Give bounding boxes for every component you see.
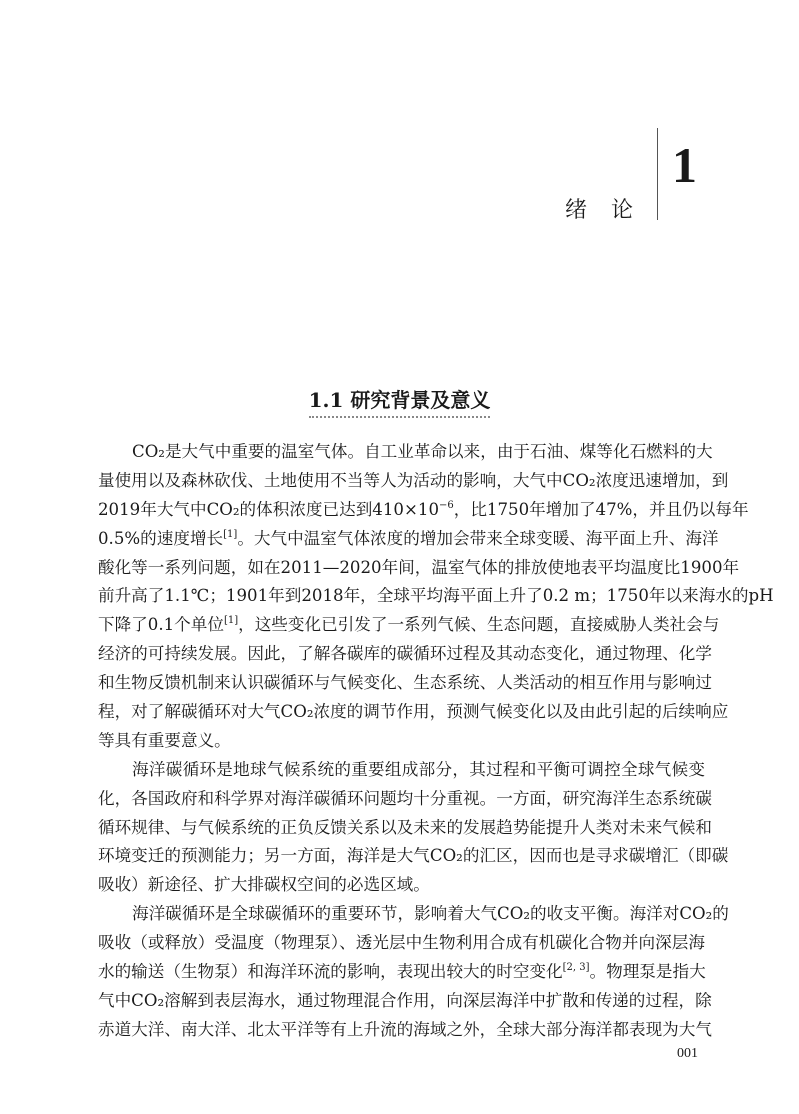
chapter-title: 绪论: [565, 198, 658, 223]
text-run: 吸收）新途径、扩大排碳权空间的必选区域。: [98, 875, 430, 895]
text-line: [98, 467, 729, 496]
text-run: 等具有重要意义。: [98, 730, 231, 750]
text-run: 循环规律、与气候系统的正负反馈关系以及未来的发展趋势能提升人类对未来气候和: [98, 817, 712, 837]
text-line: [98, 669, 712, 698]
text-run: 和生物反馈机制来认识碳循环与气候变化、生态系统、人类活动的相互作用与影响过: [98, 673, 712, 693]
paragraph: [98, 756, 729, 900]
paragraph: [98, 900, 729, 1044]
citation: [1]: [223, 615, 239, 627]
text-run: 吸收（或释放）受温度（物理泵）、透光层中生物利用合成有机碳化合物并向深层海: [98, 933, 705, 953]
text-run: 经济的可持续发展。因此，了解各碳库的碳循环过程及其动态变化，通过物理、化学: [98, 644, 712, 664]
text-run: 环境变迁的预测能力；另一方面，海洋是大气CO₂的汇区，因而也是寻求碳增汇（即碳: [98, 846, 729, 866]
paragraph: [98, 438, 774, 756]
text-line: [98, 640, 712, 669]
text-run: 酸化等一系列问题，如在2011—2020年间，温室气体的排放使地表平均温度比1900年: [98, 557, 740, 577]
text-line: [98, 611, 720, 640]
text-line: [98, 582, 774, 611]
text-run: 气中CO₂溶解到表层海水，通过物理混合作用，向深层海洋中扩散和传递的过程，除: [98, 990, 712, 1010]
text-line: [98, 785, 712, 814]
text-line: [98, 1016, 712, 1045]
text-line: [98, 554, 740, 583]
text-run: CO₂是大气中重要的温室气体。自工业革命以来，由于石油、煤等化石燃料的大: [132, 442, 713, 461]
text-line: [98, 814, 712, 843]
chapter-divider-line: [657, 128, 658, 220]
text-run: 2019年大气中CO₂的体积浓度已达到410×10: [98, 499, 439, 519]
body-text: [98, 438, 774, 1045]
text-run: 前升高了1.1℃；1901年到2018年，全球平均海平面上升了0.2 m；1750年以来海水的pH: [98, 586, 774, 606]
citation: −6: [439, 499, 454, 511]
text-run: 。大气中温室气体浓度的增加会带来全球变暖、海平面上升、海洋: [237, 528, 719, 548]
text-run: 下降了0.1个单位: [98, 615, 224, 635]
text-run: 水的输送（生物泵）和海洋环流的影响，表现出较大的时空变化: [98, 962, 563, 982]
text-line: [98, 958, 705, 987]
text-line: [98, 987, 712, 1016]
text-line: [98, 756, 705, 785]
text-run: ，比1750年增加了47%，并且仍以每年: [453, 499, 749, 519]
text-run: 海洋碳循环是地球气候系统的重要组成部分，其过程和平衡可调控全球气候变: [132, 759, 705, 779]
text-line: [98, 842, 729, 871]
text-run: 赤道大洋、南大洋、北太平洋等有上升流的海域之外，全球大部分海洋都表现为大气: [98, 1019, 712, 1039]
text-line: [98, 900, 729, 929]
text-run: 0.5%的速度增长: [98, 528, 224, 548]
text-line: [98, 496, 749, 525]
text-run: 。物理泵是指大: [589, 962, 706, 982]
text-line: [98, 871, 705, 900]
page-number: 001: [677, 1046, 698, 1061]
section-title: 1.1 研究背景及意义: [309, 390, 491, 418]
text-run: 程，对了解碳循环对大气CO₂浓度的调节作用，预测气候变化以及由此引起的后续响应: [98, 702, 729, 722]
text-line: [98, 727, 705, 756]
text-run: 化，各国政府和科学界对海洋碳循环问题均十分重视。一方面，研究海洋生态系统碳: [98, 788, 712, 808]
text-run: 海洋碳循环是全球碳循环的重要环节，影响着大气CO₂的收支平衡。海洋对CO₂的: [132, 904, 729, 924]
section-heading: [0, 390, 799, 418]
text-run: 量使用以及森林砍伐、土地使用不当等人为活动的影响，大气中CO₂浓度迅速增加，到: [98, 470, 729, 490]
text-line: [98, 438, 713, 467]
text-line: [98, 525, 719, 554]
citation: [2, 3]: [562, 962, 590, 974]
text-line: [98, 698, 729, 727]
text-line: [98, 929, 705, 958]
chapter-number: 1: [672, 137, 697, 193]
citation: [1]: [223, 528, 238, 540]
text-run: ，这些变化已引发了一系列气候、生态问题，直接威胁人类社会与: [238, 615, 720, 635]
